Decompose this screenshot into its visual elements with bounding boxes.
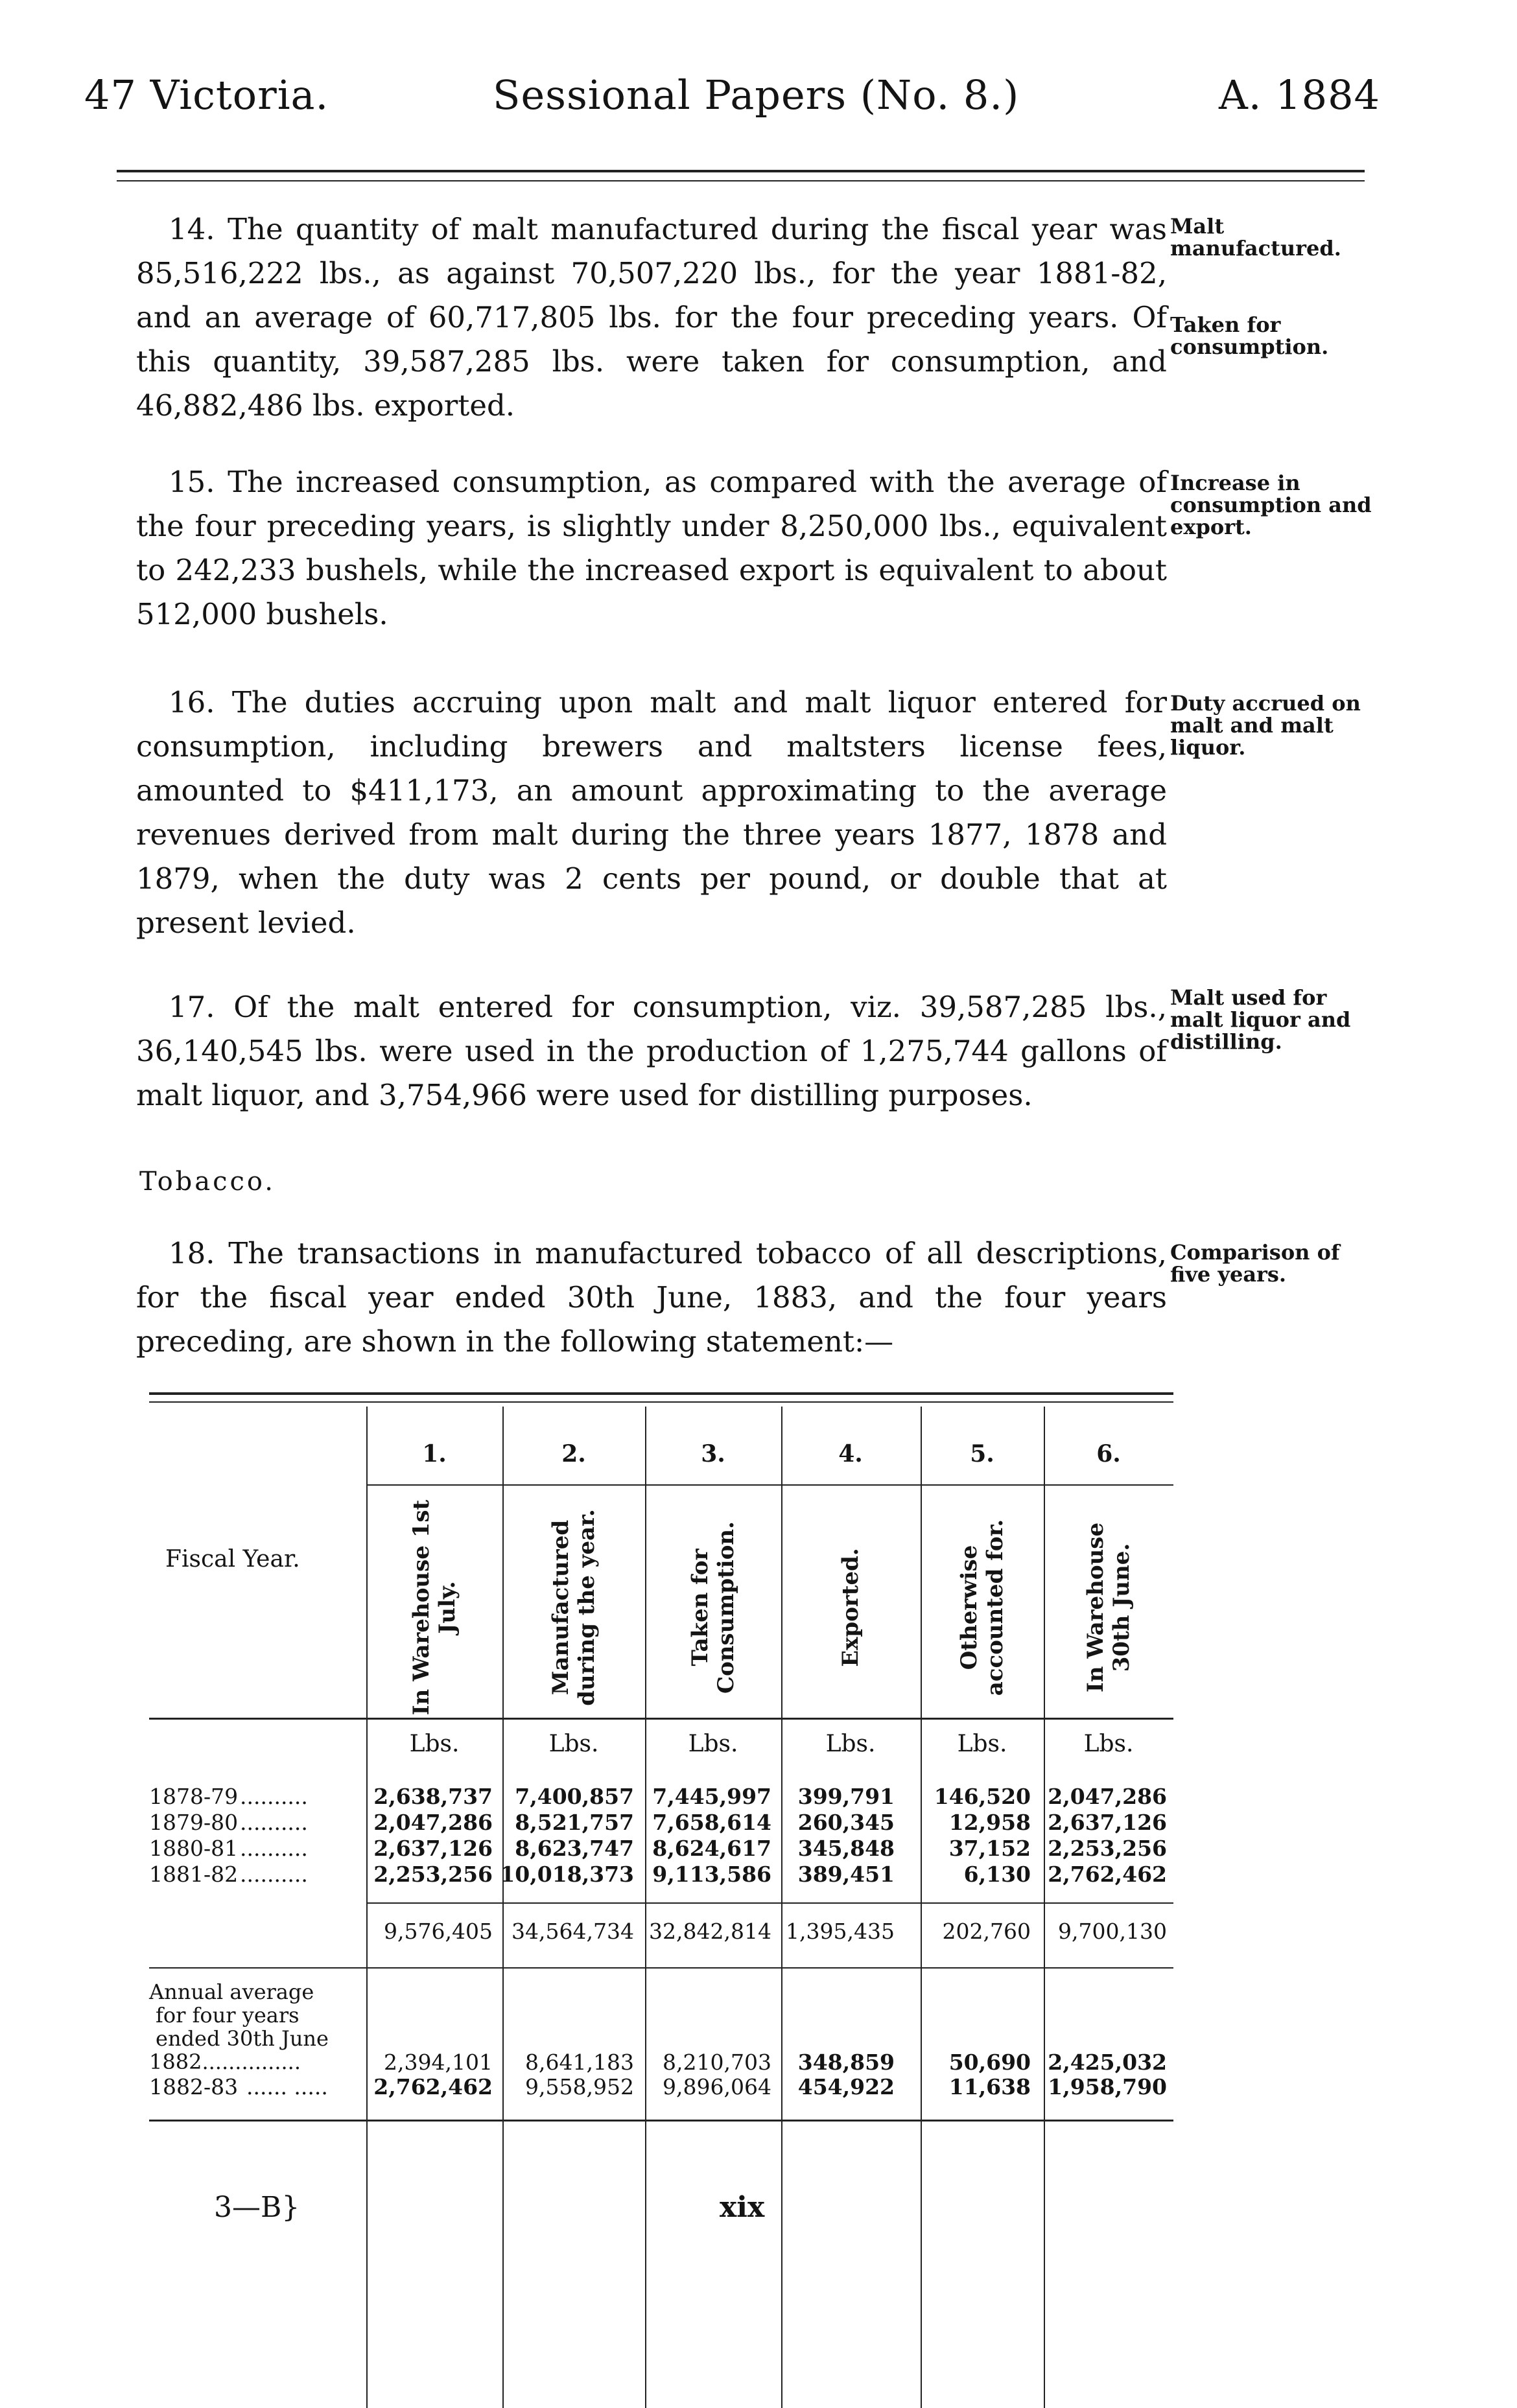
row-label: 1882-83: [149, 2074, 239, 2099]
leader-dots: ...... .....: [246, 2074, 328, 2099]
col-header-exported: Exported.: [838, 1548, 864, 1667]
table-cell: 11,638: [948, 2074, 1031, 2099]
table-cell: 9,896,064: [663, 2074, 771, 2099]
table-cell: 345,848: [797, 1836, 895, 1861]
signature-mark: 3—B}: [214, 2191, 300, 2224]
table-cell: 6,130: [963, 1862, 1031, 1887]
table-rule-bottom: [149, 2120, 1173, 2122]
table-cell: 8,624,617: [652, 1836, 771, 1861]
table-cell: 202,760: [942, 1919, 1031, 1944]
col-number-rule: [366, 1484, 1173, 1486]
unit-label: Lbs.: [825, 1731, 876, 1757]
col-divider: [502, 1407, 504, 2408]
col-header-in-warehouse-1st-july: In Warehouse 1st July.: [408, 1499, 460, 1716]
table-cell: 2,253,256: [373, 1862, 493, 1887]
section-heading-tobacco: Tobacco.: [139, 1167, 276, 1197]
col-divider: [645, 1407, 646, 2408]
table-cell: 454,922: [797, 2074, 895, 2099]
table-cell: 9,576,405: [384, 1919, 493, 1944]
leader-dots: ..........: [240, 1862, 308, 1887]
col-divider: [1044, 1407, 1045, 2408]
unit-label: Lbs.: [1083, 1731, 1134, 1757]
table-cell: 1,395,435: [786, 1919, 895, 1944]
col-number-1: 1.: [422, 1440, 447, 1467]
header-rule-bottom: [117, 180, 1365, 181]
col-divider: [366, 1407, 368, 2408]
avg-label-year: 1882: [149, 2050, 202, 2074]
table-cell: 8,210,703: [663, 2050, 771, 2075]
table-cell: 9,558,952: [525, 2074, 634, 2099]
avg-label-line: Annual average: [149, 1980, 314, 2004]
leader-dots: ..........: [240, 1810, 308, 1835]
table-cell: 50,690: [948, 2050, 1031, 2075]
col-header-otherwise-accounted: Otherwise accounted for.: [956, 1519, 1008, 1696]
row-label: 1881-82: [149, 1862, 239, 1887]
col-number-2: 2.: [561, 1440, 586, 1467]
unit-label: Lbs.: [957, 1731, 1007, 1757]
paragraph-17: 17. Of the malt entered for consumption, viz. 39,587,285 lbs., 36,140,545 lbs. were used in the production of 1,275,744 gallons of malt liquor, and 3,754,966 were used for distilling purposes.: [136, 990, 1167, 1112]
margin-note-comparison: Comparison of five years.: [1170, 1240, 1340, 1287]
col-header-manufactured: Manufactured during the year.: [548, 1509, 600, 1706]
col-header-in-warehouse-30th-june: In Warehouse 30th June.: [1083, 1522, 1135, 1693]
table-cell: 348,859: [797, 2050, 895, 2075]
table-cell: 2,425,032: [1048, 2050, 1167, 2075]
annual-average-label: [149, 1980, 363, 2074]
totals-rule: [366, 1902, 1173, 1904]
table-cell: 2,637,126: [373, 1836, 493, 1861]
table-cell: 9,700,130: [1058, 1919, 1167, 1944]
table-rule-top: [149, 1392, 1173, 1395]
table-cell: 2,637,126: [1048, 1810, 1167, 1835]
col-number-3: 3.: [701, 1440, 725, 1467]
unit-label: Lbs.: [548, 1731, 599, 1757]
paragraph-15: 15. The increased consumption, as compared with the average of the four preceding years, is slightly under 8,250,000 lbs., equivalent to 242,233 bushels, while the increased export is equivalent to about 512,000 bushels.: [136, 465, 1167, 631]
average-rule: [149, 1967, 1173, 1969]
table-cell: 2,638,737: [373, 1784, 493, 1809]
header-rule: [149, 1718, 1173, 1720]
table-rule-top-2: [149, 1401, 1173, 1403]
table-cell: 2,253,256: [1048, 1836, 1167, 1861]
running-header-center: Sessional Papers (No. 8.): [493, 71, 1020, 119]
leader-dots: ...............: [202, 2050, 301, 2074]
running-header-right: A. 1884: [1219, 71, 1380, 119]
margin-note-malt-used: Malt used for malt liquor and distilling.: [1170, 985, 1351, 1054]
col-number-6: 6.: [1096, 1440, 1121, 1467]
paragraph-16: 16. The duties accruing upon malt and malt liquor entered for consumption, including brewers and maltsters license fees, amounted to $411,173, an amount approximating to the average revenues derived from malt during the three years 1877, 1878 and 1879, when the duty was 2 cents per pound, or double that at present levied.: [136, 685, 1167, 940]
table-cell: 8,521,757: [515, 1810, 634, 1835]
margin-note-taken-for-consumption: Taken for consumption.: [1170, 312, 1329, 359]
table-cell: 7,658,614: [652, 1810, 771, 1835]
table-cell: 146,520: [934, 1784, 1031, 1809]
table-cell: 8,623,747: [515, 1836, 634, 1861]
avg-label-line: for four years: [156, 2003, 300, 2028]
paragraph-18: 18. The transactions in manufactured tobacco of all descriptions, for the fiscal year ended 30th June, 1883, and the four years preceding, are shown in the following statement:—: [136, 1236, 1167, 1359]
table-cell: 9,113,586: [652, 1862, 771, 1887]
page-number: xix: [720, 2191, 765, 2224]
row-label: 1879-80: [149, 1810, 239, 1835]
table-cell: 10,018,373: [500, 1862, 634, 1887]
table-cell: 2,047,286: [1048, 1784, 1167, 1809]
unit-label: Lbs.: [409, 1731, 460, 1757]
running-header-left: 47 Victoria.: [84, 71, 329, 119]
table-cell: 1,958,790: [1048, 2074, 1167, 2099]
table-cell: 389,451: [797, 1862, 895, 1887]
margin-note-malt-manufactured: Malt manufactured.: [1170, 214, 1341, 261]
table-cell: 8,641,183: [525, 2050, 634, 2075]
leader-dots: ..........: [240, 1784, 308, 1809]
leader-dots: ..........: [240, 1836, 308, 1861]
avg-label-line: ended 30th June: [156, 2026, 329, 2051]
table-cell: 260,345: [797, 1810, 895, 1835]
table-cell: 37,152: [948, 1836, 1031, 1861]
col-divider: [921, 1407, 922, 2408]
table-cell: 7,445,997: [652, 1784, 771, 1809]
margin-note-increase: Increase in consumption and export.: [1170, 471, 1372, 539]
table-cell: 12,958: [948, 1810, 1031, 1835]
paragraph-14: 14. The quantity of malt manufactured during the fiscal year was 85,516,222 lbs., as against 70,507,220 lbs., for the year 1881-82, and an average of 60,717,805 lbs. for the four preceding years. Of this quantity, 39,587,285 lbs. were taken for consumption, and 46,882,486 lbs. exported.: [136, 212, 1167, 423]
table-cell: 34,564,734: [512, 1919, 634, 1944]
unit-label: Lbs.: [688, 1731, 738, 1757]
table-cell: 32,842,814: [649, 1919, 771, 1944]
table-cell: 399,791: [797, 1784, 895, 1809]
fiscal-year-header: Fiscal Year.: [165, 1546, 300, 1572]
col-divider: [781, 1407, 782, 2408]
table-cell: 2,394,101: [384, 2050, 493, 2075]
table-cell: 7,400,857: [515, 1784, 634, 1809]
col-header-taken-for-consumption: Taken for Consumption.: [687, 1521, 739, 1694]
margin-note-duty: Duty accrued on malt and malt liquor.: [1170, 691, 1361, 760]
table-cell: 2,047,286: [373, 1810, 493, 1835]
header-rule-top: [117, 170, 1365, 172]
row-label: 1878-79: [149, 1784, 239, 1809]
col-number-5: 5.: [970, 1440, 994, 1467]
col-number-4: 4.: [838, 1440, 863, 1467]
table-cell: 2,762,462: [373, 2074, 493, 2099]
row-label: 1880-81: [149, 1836, 239, 1861]
table-cell: 2,762,462: [1048, 1862, 1167, 1887]
